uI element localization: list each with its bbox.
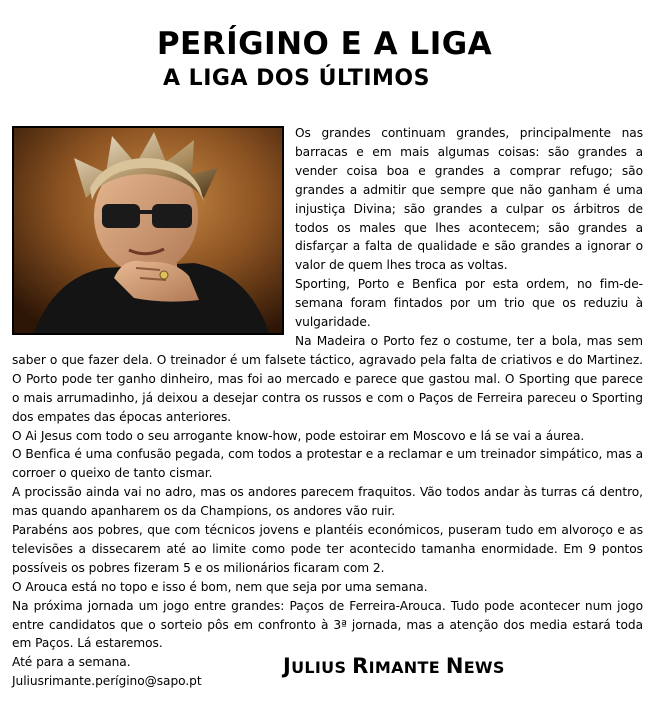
article-paragraph: Parabéns aos pobres, que com técnicos jovens e plantéis económicos, puseram tudo em alvoroço e as televisões a dissecarem até ao limite como pode ter acontecido tamanha enormidade. Em 9 pontos possíveis os pobres fizeram 5 e os milionários ficaram com 2. xyxy=(12,523,643,575)
article-body xyxy=(12,124,643,691)
page-title: PERÍGINO E A LIGA xyxy=(156,26,493,62)
article-paragraph: Os grandes continuam grandes, principalmente nas barracas e em mais algumas coisas: são grandes a vender coisa boa e grandes a comprar refugo; são grandes a admitir que sempre que não ganham é uma injustiça Divina; são grandes a culpar os árbitros de todos os males que lhes acontecem; são grandes a disfarçar a falta de qualidade e são grandes a ignorar o valor de quem lhes troca as voltas. xyxy=(295,126,643,273)
author-signature: JULIUS RIMANTE NEWS xyxy=(283,654,505,678)
article-paragraph: Na próxima jornada um jogo entre grandes: Paços de Ferreira-Arouca. Tudo pode acontecer num jogo entre candidatos que o sorteio pôs em confronto à 3ª jornada, mas a atenção dos media estará toda em Paços. Lá estaremos. xyxy=(12,598,643,651)
article-paragraph: O Benfica é uma confusão pegada, com todos a protestar e a reclamar e um treinador simpático, mas a corroer o queixo de tanto cismar. xyxy=(12,447,643,481)
author-email: Juliusrimante.perígino@sapo.pt xyxy=(12,674,202,689)
article-paragraph: Sporting, Porto e Benfica por esta ordem, no fim-de-semana foram fintados por um trio que os reduziu à vulgaridade. xyxy=(295,277,643,330)
photo-spacer xyxy=(12,124,295,336)
article-paragraph: O Arouca está no topo e isso é bom, nem que seja por uma semana. xyxy=(12,579,428,594)
article-closing: Até para a semana. xyxy=(12,655,131,670)
page-subtitle: A LIGA DOS ÚLTIMOS xyxy=(163,66,430,91)
article-paragraph: O Ai Jesus com todo o seu arrogante know-how, pode estoirar em Moscovo e lá se vai a áurea. xyxy=(12,428,585,443)
article-paragraph: A procissão ainda vai no adro, mas os andores parecem fraquitos. Vão todos andar às turras cá dentro, mas quando apanharem os da Champions, os andores vão ruir. xyxy=(12,485,643,519)
article-paragraph: Na Madeira o Porto fez o costume, ter a bola, mas sem saber o que fazer dela. O treinador é um falsete táctico, agravado pela falta de criativos e do Martinez. O Porto pode ter ganho dinheiro, mas foi ao mercado e parece que gastou mal. O Sporting que parece o mais arrumadinho, já deixou a desejar contra os russos e com o Paços de Ferreira pareceu o Sporting dos empates das épocas anteriores. xyxy=(12,333,643,424)
